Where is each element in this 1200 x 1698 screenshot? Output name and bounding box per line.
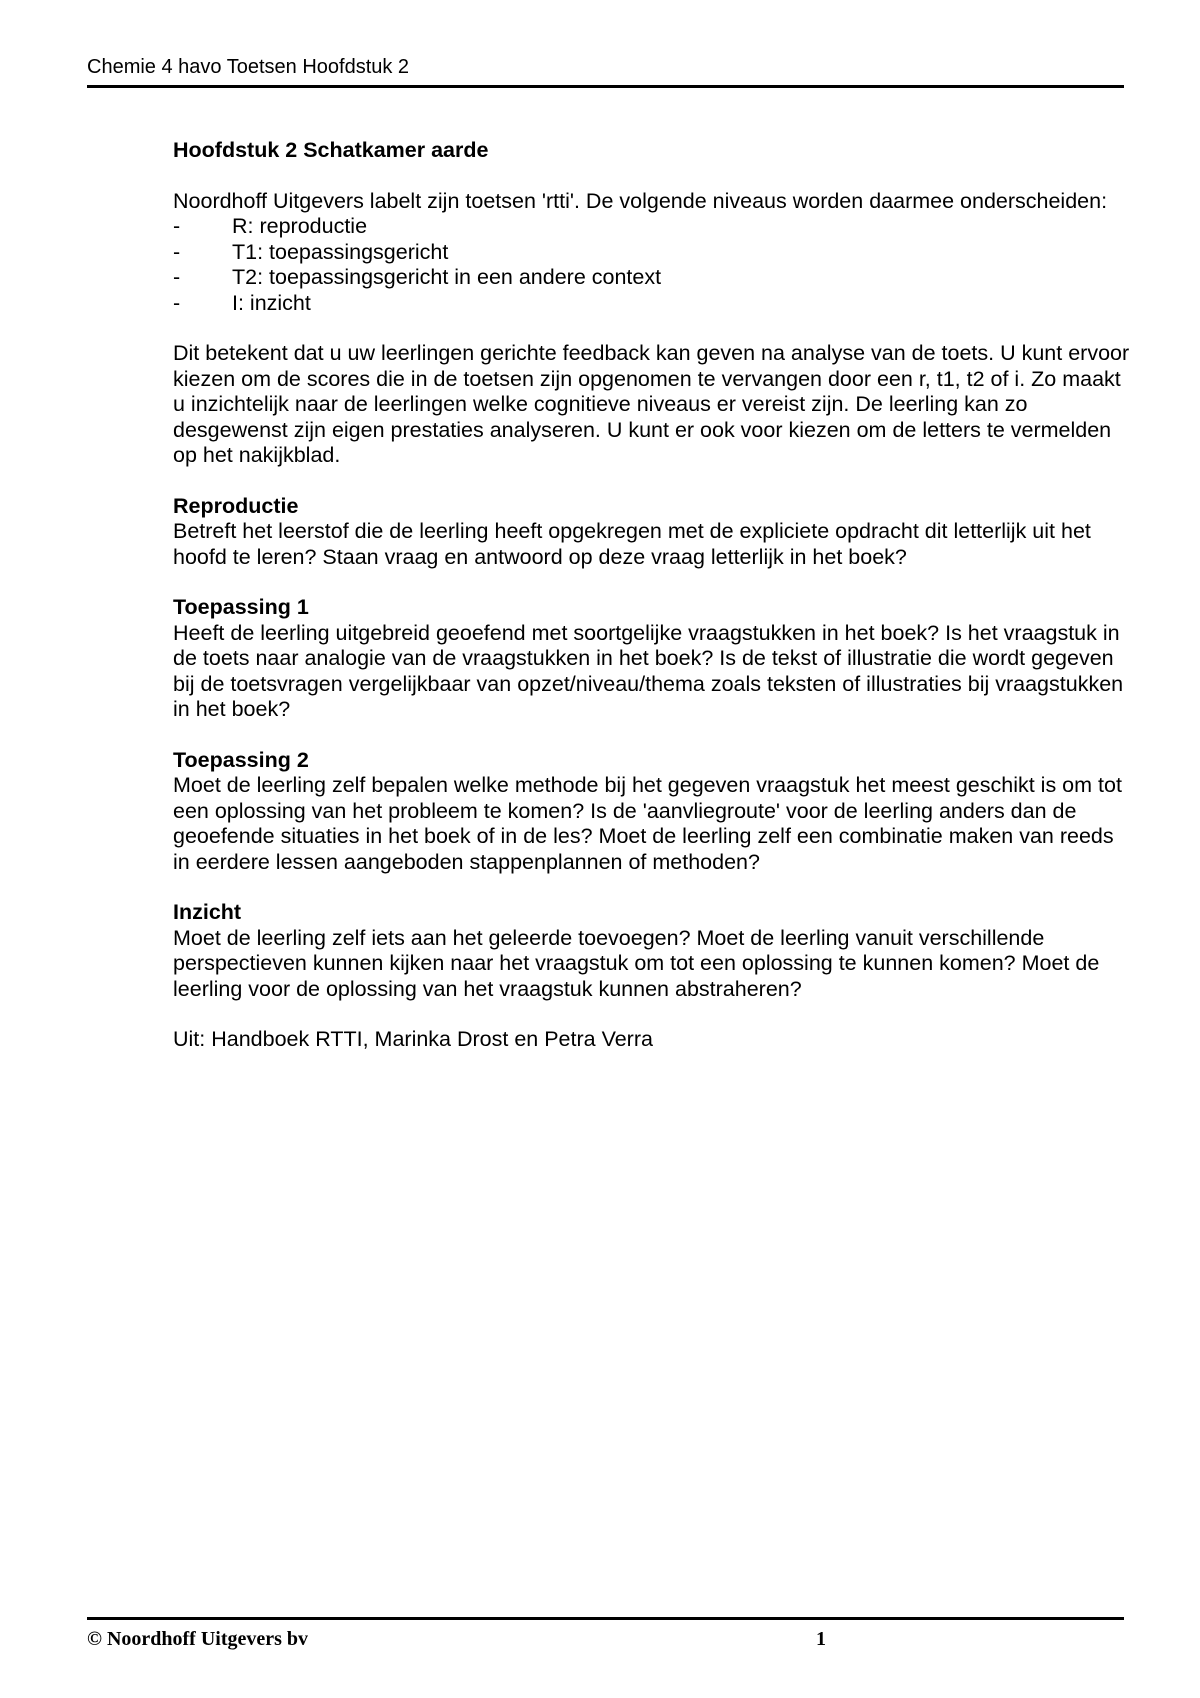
list-dash: - [173, 290, 181, 315]
source-citation: Uit: Handboek RTTI, Marinka Drost en Petra Verra [173, 1027, 653, 1051]
list-dash: - [173, 239, 181, 264]
section-body: Moet de leerling zelf iets aan het geleerde toevoegen? Moet de leerling vanuit verschillende perspectieven kunnen kijken naar het vraagstuk om tot een oplossing te kunnen komen? Moet de leerling voor de oplossing van het vraagstuk kunnen abstraheren? [173, 925, 1100, 1001]
list-item-text: I: inzicht [232, 290, 311, 315]
section-heading: Toepassing 1 [173, 595, 309, 619]
page-header: Chemie 4 havo Toetsen Hoofdstuk 2 [87, 56, 410, 78]
section-inzicht [173, 900, 1133, 1002]
chapter-title: Hoofdstuk 2 Schatkamer aarde [173, 138, 489, 162]
footer-divider [87, 1617, 1124, 1620]
section-toepassing-2 [173, 748, 1133, 876]
list-item [173, 240, 1133, 266]
list-item-text: T1: toepassingsgericht [232, 239, 449, 264]
section-body: Heeft de leerling uitgebreid geoefend met soortgelijke vraagstukken in het boek? Is het vraagstuk in de toets naar analogie van de vraagstukken in het boek? Is de tekst of illustratie die wordt gegeven bij de toetsvragen vergelijkbaar van opzet/niveau/thema zoals teksten of illustraties bij vraagstukken in het boek? [173, 620, 1124, 721]
list-item-text: T2: toepassingsgericht in een andere context [232, 265, 662, 289]
copyright-notice: © Noordhoff Uitgevers bv [87, 1628, 309, 1650]
intro-paragraph: Noordhoff Uitgevers labelt zijn toetsen 'rtti'. De volgende niveaus worden daarmee onderscheiden: [173, 188, 1108, 213]
section-heading: Reproductie [173, 493, 299, 518]
list-item [173, 265, 1133, 291]
section-heading: Toepassing 2 [173, 747, 309, 772]
document-body [173, 138, 1133, 1078]
section-heading: Inzicht [173, 900, 242, 924]
section-toepassing-1 [173, 595, 1133, 723]
list-dash: - [173, 265, 181, 289]
page-number: 1 [816, 1628, 826, 1650]
list-dash: - [173, 214, 181, 238]
list-item [173, 291, 1133, 317]
header-divider [87, 85, 1124, 88]
explanation-paragraph: Dit betekent dat u uw leerlingen gerichte feedback kan geven na analyse van de toets. U kunt ervoor kiezen om de scores die in de toetsen zijn opgenomen te vervangen door een r, t1, t2 of i. Zo maakt u inzichtelijk naar de leerlingen welke cognitieve niveaus er vereist zijn. De leerling kan zo desgewenst zijn eigen prestaties analyseren. U kunt er ook voor kiezen om de letters te vermelden op het nakijkblad. [173, 341, 1130, 467]
levels-list [173, 214, 1133, 316]
section-reproductie [173, 494, 1133, 571]
list-item-text: R: reproductie [232, 214, 368, 238]
section-body: Moet de leerling zelf bepalen welke methode bij het gegeven vraagstuk het meest geschikt is om tot een oplossing van het probleem te komen? Is de 'aanvliegroute' voor de leerling anders dan de geoefende situaties in het boek of in de les? Moet de leerling zelf een combinatie maken van reeds in eerdere lessen aangeboden stappenplannen of methoden? [173, 773, 1122, 874]
section-body: Betreft het leerstof die de leerling heeft opgekregen met de expliciete opdracht dit letterlijk uit het hoofd te leren? Staan vraag en antwoord op deze vraag letterlijk in het boek? [173, 519, 1091, 569]
list-item [173, 214, 1133, 240]
